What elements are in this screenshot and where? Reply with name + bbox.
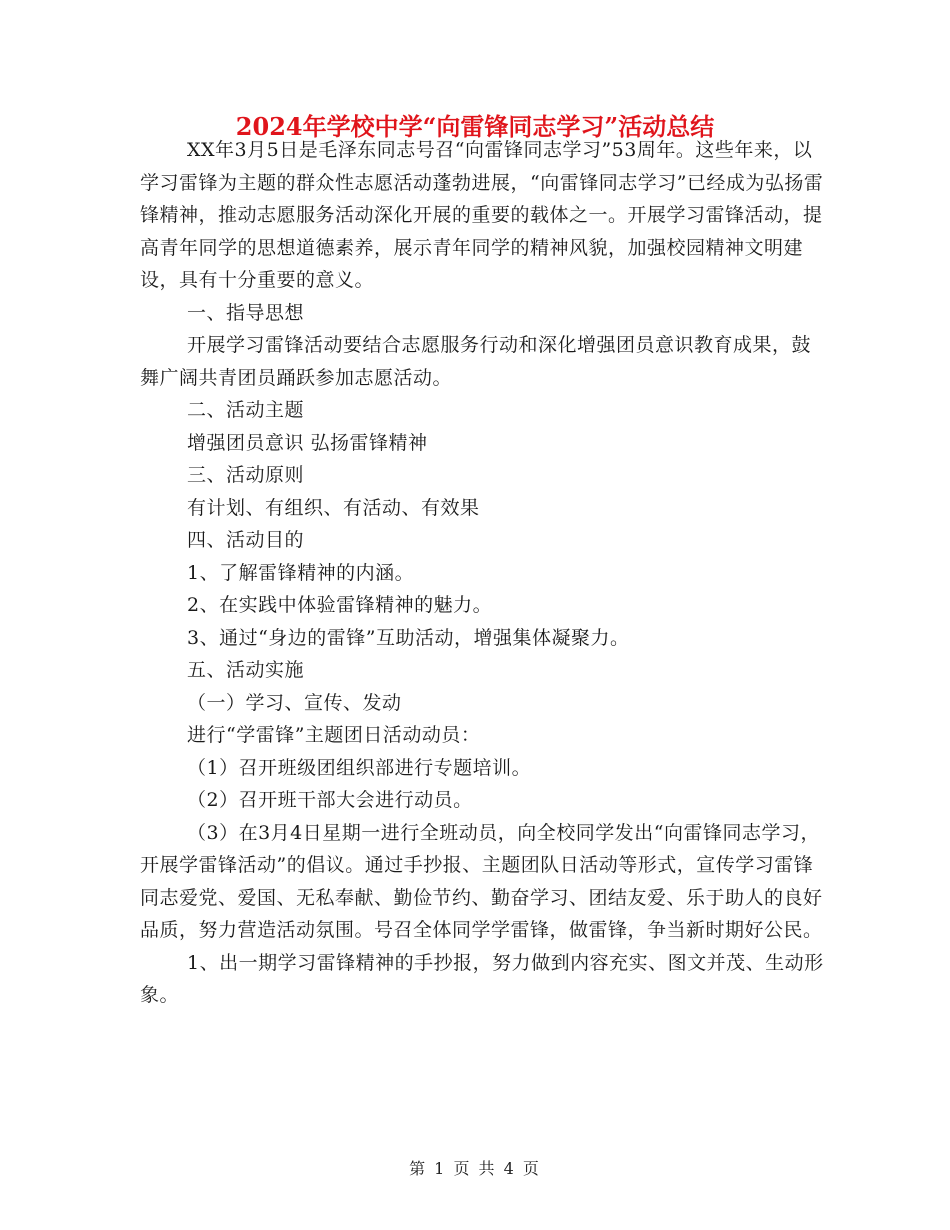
paragraph-activity-theme: 增强团员意识 弘扬雷锋精神 <box>187 431 428 454</box>
list-item-purpose-2: 2、在实践中体验雷锋精神的魅力。 <box>187 594 493 616</box>
subheading-study-promote: （一）学习、宣传、发动 <box>187 691 402 714</box>
list-item-step-3: （3）在3月4日星期一进行全班动员，向全校同学发出“向雷锋同志学习，开展学雷锋活动”的倡议。通过手抄报、主题团队日活动等形式，宣传学习雷锋同志爱党、爱国、无私奉献、勤俭节约、勤奋学习、团结友爱、乐于助人的良好品质，努力营造活动氛围。号召全体同学学雷锋，做雷锋，争当新时期好公民。 <box>140 821 823 941</box>
heading-activity-purpose: 四、活动目的 <box>187 529 305 551</box>
paragraph-activity-principle: 有计划、有组织、有活动、有效果 <box>187 496 480 519</box>
paragraph-intro: XX年3月5日是毛泽东同志号召“向雷锋同志学习”53周年。这些年来，以学习雷锋为主题的群众性志愿活动蓬勃进展，“向雷锋同志学习”已经成为弘扬雷锋精神，推动志愿服务活动深化开展的重要的载体之一。开展学习雷锋活动，提高青年同学的思想道德素养，展示青年同学的精神风貌，加强校园精神文明建设，具有十分重要的意义。 <box>140 139 824 291</box>
list-item-step-1: （1）召开班级团组织部进行专题培训。 <box>187 756 532 779</box>
paragraph-mobilization: 进行“学雷锋”主题团日活动动员： <box>187 724 481 746</box>
list-item-purpose-1: 1、了解雷锋精神的内涵。 <box>187 561 415 584</box>
document-title: 2024年学校中学“向雷锋同志学习”活动总结 <box>235 112 715 141</box>
heading-activity-theme: 二、活动主题 <box>187 399 305 421</box>
list-item-purpose-3: 3、通过“身边的雷锋”互助活动，增强集体凝聚力。 <box>187 626 630 649</box>
document-body <box>140 134 830 1012</box>
paragraph-guiding-thought: 开展学习雷锋活动要结合志愿服务行动和深化增强团员意识教育成果，鼓舞广阔共青团员踊跃参加志愿活动。 <box>140 334 812 389</box>
page-footer: 第 1 页 共 4 页 <box>409 1159 541 1178</box>
list-item-handwritten-newspaper: 1、出一期学习雷锋精神的手抄报，努力做到内容充实、图文并茂、生动形象。 <box>140 951 824 1006</box>
heading-activity-implementation: 五、活动实施 <box>187 659 305 681</box>
heading-guiding-thought: 一、指导思想 <box>187 301 305 324</box>
heading-activity-principle: 三、活动原则 <box>187 464 305 486</box>
list-item-step-2: （2）召开班干部大会进行动员。 <box>187 789 473 811</box>
